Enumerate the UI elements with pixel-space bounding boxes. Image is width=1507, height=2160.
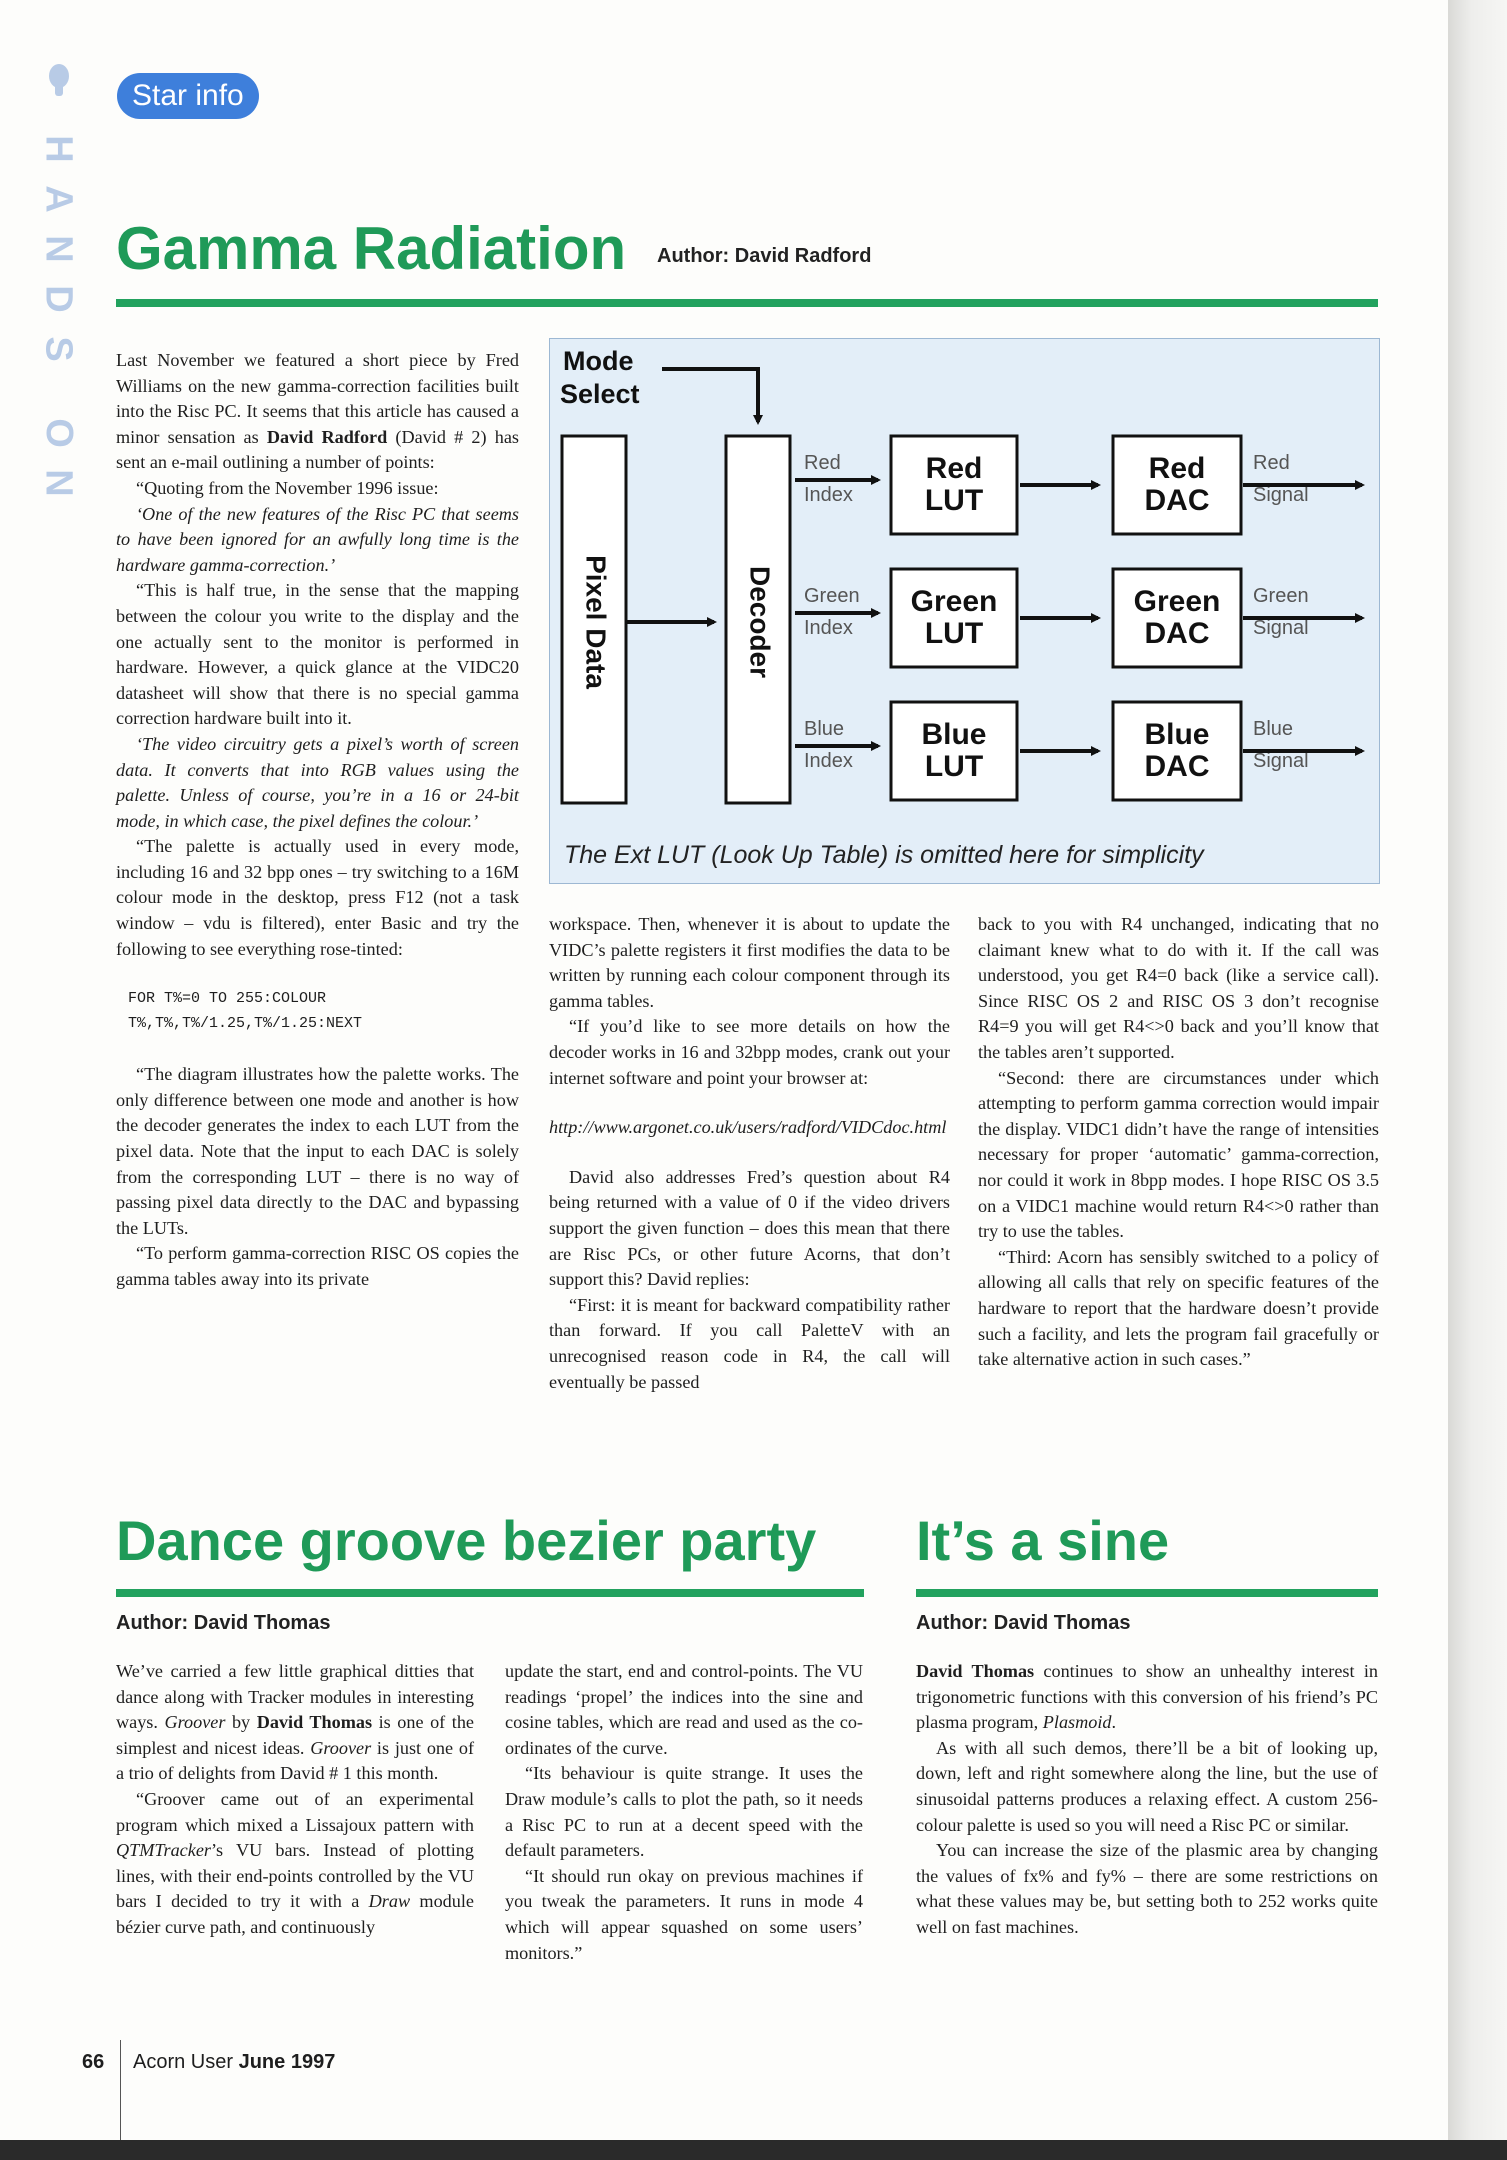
side-letter: N <box>37 469 80 497</box>
red-lut-label: Red <box>925 452 983 485</box>
footer-magazine <box>133 2051 335 2074</box>
article1-column-1 <box>116 348 519 1293</box>
paragraph: “If you’d like to see more details on how the decoder works in 16 and 32bpp modes, crank out your internet software and point your browser at: <box>549 1016 950 1088</box>
diagram-caption: The Ext LUT (Look Up Table) is omitted here for simplicity <box>564 841 1204 869</box>
paragraph: “This is half true, in the sense that the mapping between the colour you write to the display and the one actually sent to the monitor is performed in hardware. However, a quick glance at the VIDC20 datasheet will show that there is no special gamma correction hardware built into it. <box>116 580 519 729</box>
article-author: Author: David Thomas <box>116 1612 331 1634</box>
author-name: David Thomas <box>916 1661 1035 1681</box>
mode-select-label: Mode <box>563 346 634 376</box>
blue-index-label: Blue <box>804 718 845 740</box>
side-letter: A <box>37 185 80 213</box>
paragraph: You can increase the size of the plasmic area by changing the values of fx% and fy% – there are some restrictions on what these values may be, but setting both to 252 works quite well on fast machines. <box>916 1840 1378 1937</box>
paragraph: Last November we featured a short piece by Fred Williams on the new gamma-correction facilities built into the Risc PC. It seems that this article has caused a minor sensation as David Radford (David # 2) has sent an e-mail outlining a number of points: <box>116 350 519 473</box>
green-index-label: Index <box>804 617 853 639</box>
green-dac-label: Green <box>1133 585 1221 618</box>
title-rule <box>116 299 1378 307</box>
article1-column-3 <box>978 912 1379 1373</box>
scan-edge <box>0 2140 1507 2160</box>
paragraph: “First: it is meant for backward compatibility rather than forward. If you call PaletteV with an unrecognised reason code in R4, the call will eventually be passed <box>549 1294 950 1392</box>
blue-signal-label: Signal <box>1253 750 1309 772</box>
issue-date: June 1997 <box>238 2051 336 2073</box>
paragraph: David also addresses Fred’s question about R4 being returned with a value of 0 if the video drivers support the given function – does this mean that there are Risc PCs, or other future Acorns, that don’t support this? David replies: <box>549 1166 950 1290</box>
blue-signal-label: Blue <box>1253 718 1294 740</box>
side-letter: S <box>37 336 80 362</box>
palette-diagram-svg <box>550 339 1379 883</box>
footer-divider <box>120 2040 121 2140</box>
paragraph: We’ve carried a few little graphical ditties that dance along with Tracker modules in interesting ways. Groover by David Thomas is one of the simplest and nicest ideas. Groover is just one of a trio of delights from David # 1 this month. <box>116 1661 475 1784</box>
paragraph: “Second: there are circumstances under which attempting to perform gamma correction would impair the display. VIDC1 didn’t have the range of intensities necessary for proper ‘automatic’ gamma-correction, nor could it work in 8bpp modes. I hope RISC OS 3.5 on a VIDC1 machine would return R4<>0 rather than try to use the tables. <box>978 1067 1379 1242</box>
paragraph: “It should run okay on previous machines if you tweak the parameters. It runs in mode 4 which will appear squashed on some users’ monitors.” <box>505 1865 863 1963</box>
side-tab-hands-on <box>34 62 84 508</box>
red-dac-label: DAC <box>1144 484 1210 517</box>
paragraph: back to you with R4 unchanged, indicating that no claimant knew what to do with it. If the call was understood, you get R4=0 back (like a service call). Since RISC OS 2 and RISC OS 3 don’t recognise R4=9 you will get R4<>0 back and you’ll know that the tables aren’t supported. <box>978 914 1379 1062</box>
mode-select-label: Select <box>560 379 640 409</box>
side-letter: D <box>37 285 80 313</box>
article3-column <box>916 1659 1378 1941</box>
side-letter: N <box>37 235 80 263</box>
page-number: 66 <box>82 2051 105 2073</box>
red-signal-label: Red <box>1253 452 1290 474</box>
title-rule <box>916 1589 1378 1597</box>
article-title-dance-groove: Dance groove bezier party <box>116 1509 817 1572</box>
hand-pointer-icon <box>46 62 72 98</box>
green-dac-label: DAC <box>1144 617 1210 650</box>
web-address: http://www.argonet.co.uk/users/radford/VIDCdoc.html <box>549 1117 947 1138</box>
paragraph: As with all such demos, there’ll be a bit of looking up, down, left and right somewhere along the line, but the use of sinusoidal patterns produces a relaxing effect. A custom 256-colour palette is used so you will need a Risc PC or similar. <box>916 1737 1378 1835</box>
paragraph: update the start, end and control-points. The VU readings ‘propel’ the indices into the sine and cosine tables, which are read and used as the co-ordinates of the curve. <box>505 1661 863 1758</box>
paragraph: David Thomas continues to show an unhealthy interest in trigonometric functions with this conversion of his friend’s PC plasma program, Plasmoid. <box>916 1661 1378 1733</box>
code-line: FOR T%=0 TO 255:COLOUR <box>128 990 327 1008</box>
paragraph: workspace. Then, whenever it is about to update the VIDC’s palette registers it first modifies the data to be written by running each colour component through its gamma tables. <box>549 914 950 1011</box>
section-badge: Star info <box>117 73 259 119</box>
paragraph: “To perform gamma-correction RISC OS copies the gamma tables away into its private <box>116 1243 519 1289</box>
green-lut-label: Green <box>910 585 998 618</box>
paragraph: “The palette is actually used in every mode, including 16 and 32 bpp ones – try switching to a 16M colour mode in the desktop, press F12 (not a task window – vdu is filtered), enter Basic and try the following to see everything rose-tinted: <box>116 836 519 959</box>
red-signal-label: Signal <box>1253 484 1309 506</box>
binding-gutter <box>1448 0 1507 2140</box>
article-author: Author: David Thomas <box>916 1612 1131 1634</box>
paragraph: “Quoting from the November 1996 issue: <box>136 477 439 498</box>
red-lut-label: LUT <box>924 484 984 517</box>
red-index-label: Index <box>804 484 853 506</box>
paragraph: “Third: Acorn has sensibly switched to a policy of allowing all calls that rely on specific features of the hardware to report that the hardware doesn’t provide such a facility, and lets the program fail gracefully or take alternative action in such cases.” <box>978 1246 1379 1370</box>
author-name: David Thomas <box>256 1712 373 1733</box>
side-letter: O <box>38 418 80 448</box>
palette-diagram <box>549 338 1380 884</box>
side-tab-word <box>37 124 80 508</box>
side-letter: H <box>37 135 80 163</box>
red-index-label: Red <box>804 452 841 474</box>
article-title-gamma-radiation: Gamma Radiation <box>116 215 627 282</box>
green-index-label: Green <box>804 585 860 607</box>
green-signal-label: Green <box>1253 585 1309 607</box>
author-name: David Radford <box>266 426 388 447</box>
blue-dac-label: DAC <box>1144 750 1210 783</box>
article2-column-2 <box>505 1659 863 1966</box>
paragraph: “The diagram illustrates how the palette works. The only difference between one mode and another is how the decoder generates the index to each LUT from the pixel data. Note that the input to each DAC is solely from the corresponding LUT – there is no way of passing pixel data directly to the DAC and bypassing the LUTs. <box>116 1064 519 1238</box>
title-rule <box>116 1589 864 1597</box>
pixel-data-label: Pixel Data <box>580 555 612 689</box>
blue-dac-label: Blue <box>1144 718 1210 751</box>
quote-paragraph: ‘One of the new features of the Risc PC that seems to have been ignored for an awfully long time is the hardware gamma-correction.’ <box>116 503 519 575</box>
article-title-its-a-sine: It’s a sine <box>916 1509 1170 1572</box>
red-dac-label: Red <box>1148 452 1206 485</box>
decoder-label: Decoder <box>744 565 776 679</box>
blue-lut-label: Blue <box>921 718 987 751</box>
article1-column-2 <box>549 912 950 1395</box>
green-signal-label: Signal <box>1253 617 1309 639</box>
mode-select-arrow <box>662 369 758 422</box>
quote-paragraph: ‘The video circuitry gets a pixel’s worth of screen data. It converts that into RGB values using the palette. Unless of course, you’re in a 16 or 24-bit mode, in which case, the pixel defines the colour.’ <box>116 733 519 831</box>
magazine-name: Acorn User <box>133 2051 234 2073</box>
code-line: T%,T%,T%/1.25,T%/1.25:NEXT <box>128 1015 363 1033</box>
green-lut-label: LUT <box>924 617 984 650</box>
paragraph: “Its behaviour is quite strange. It uses the Draw module’s calls to plot the path, so it needs a Risc PC to run at a decent speed with the default parameters. <box>505 1763 863 1861</box>
blue-index-label: Index <box>804 750 853 772</box>
blue-lut-label: LUT <box>924 750 984 783</box>
article-author: Author: David Radford <box>657 245 872 267</box>
paragraph: “Groover came out of an experimental program which mixed a Lissajoux pattern with QTMTracker’s VU bars. Instead of plotting lines, with their end-points controlled by the VU bars I decided to try it with a Draw module bézier curve path, and continuously <box>116 1788 474 1937</box>
article2-column-1 <box>116 1659 474 1941</box>
code-listing <box>128 986 519 1036</box>
